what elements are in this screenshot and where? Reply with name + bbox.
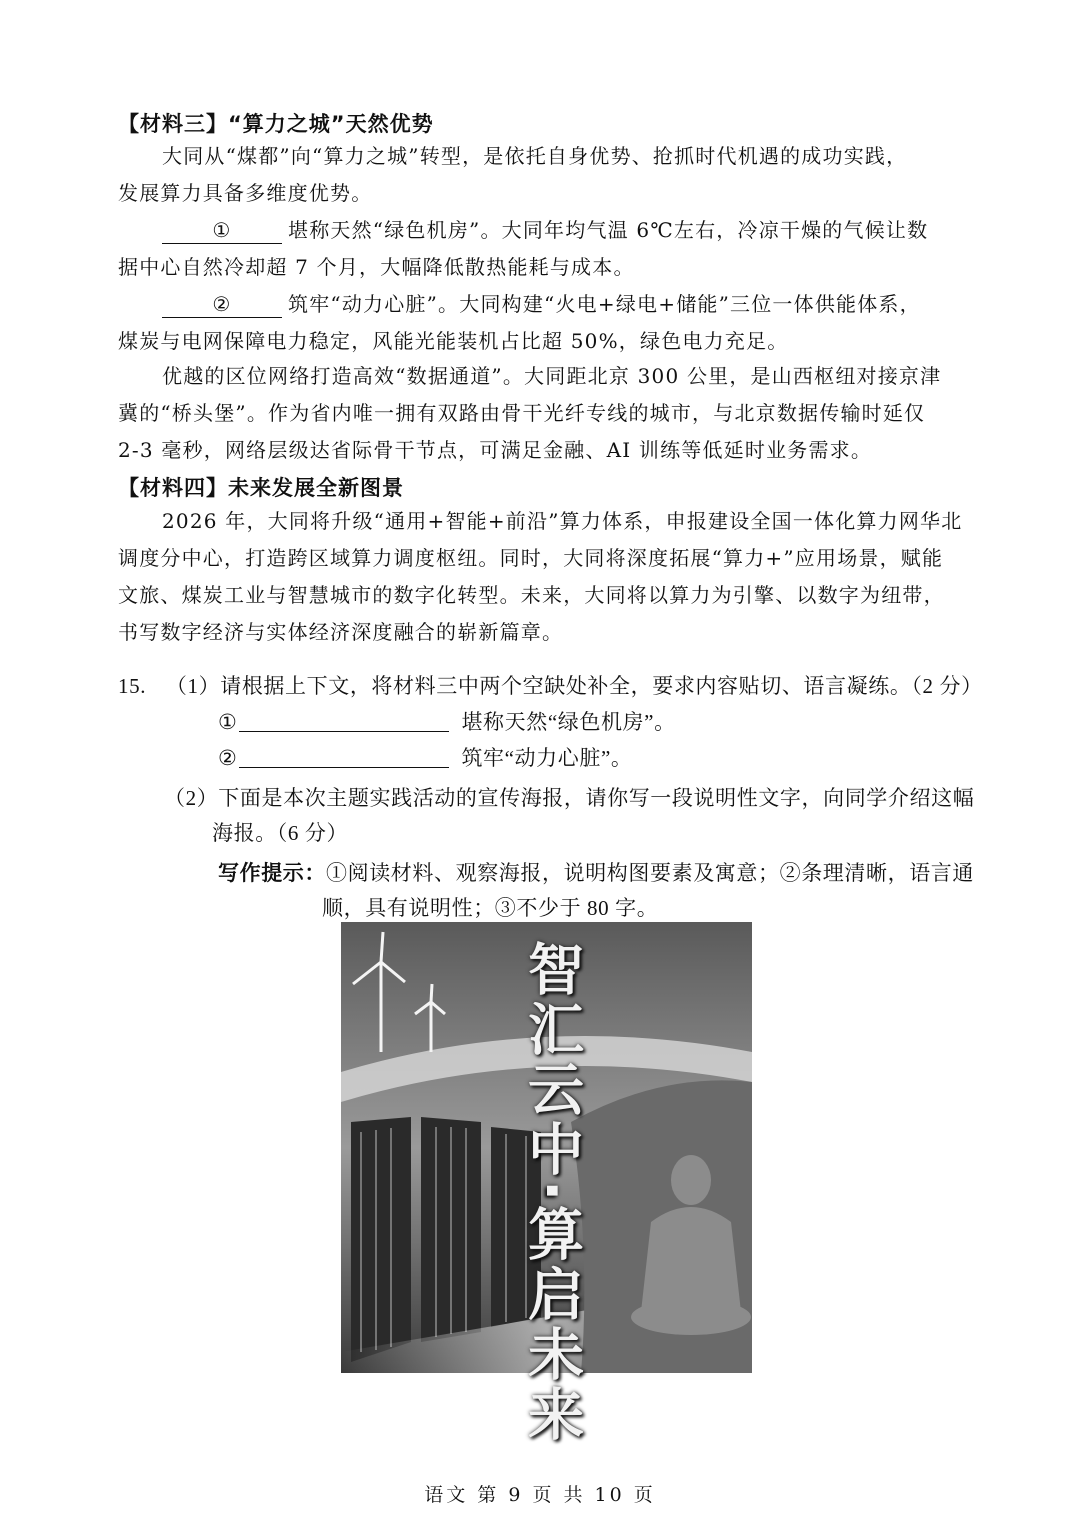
material3-blank2-paragraph: [118, 286, 968, 360]
part2-line-2: 海报。（6 分）: [212, 821, 349, 845]
answer-blank-1[interactable]: [239, 711, 449, 732]
part2-line-1: （2）下面是本次主题实践活动的宣传海报，请你写一段说明性文字，向同学介绍这幅: [164, 786, 975, 810]
intro-line-2: 发展算力具备多维度优势。: [118, 181, 373, 205]
material3-intro: [118, 138, 968, 212]
blank1-line-1: [118, 212, 968, 249]
question-number: 15.: [118, 674, 147, 698]
network-line-2: 冀的“桥头堡”。作为省内唯一拥有双路由骨干光纤专线的城市，与北京数据传输时延仅: [118, 401, 926, 425]
writing-tip-line-1: [218, 857, 974, 887]
fill1-number: ①: [218, 710, 238, 734]
writing-tip-label: 写作提示：: [218, 861, 326, 885]
intro-line-1: 大同从“煤都”向“算力之城”转型，是依托自身优势、抢抓时代机遇的成功实践，: [162, 144, 908, 168]
tip-text-1: ①阅读材料、观察海报，说明构图要素及寓意；②条理清晰，语言通: [326, 861, 974, 885]
blank2-line-1: [118, 286, 968, 323]
fill1-row: [218, 706, 676, 736]
answer-blank-2[interactable]: [239, 747, 449, 768]
material3-heading: 【材料三】“算力之城”天然优势: [118, 112, 434, 136]
part1-text: （1）请根据上下文，将材料三中两个空缺处补全，要求内容贴切、语言凝练。（2 分）: [165, 674, 983, 698]
blank2-text-1: 筑牢“动力心脏”。大同构建“火电+绿电+储能”三位一体供能体系，: [288, 292, 921, 316]
fill2-text: 筑牢“动力心脏”。: [461, 746, 633, 770]
question-15-part1: [118, 670, 983, 700]
blank2-line-2: 煤炭与电网保障电力稳定，风能光能装机占比超 50%，绿色电力充足。: [118, 329, 789, 353]
network-line-3: 2-3 毫秒，网络层级达省际骨干节点，可满足金融、AI 训练等低延时业务需求。: [118, 438, 873, 462]
material4-paragraph: [118, 503, 968, 651]
blank2-number: ②: [162, 291, 282, 318]
blank1-text-1: 堪称天然“绿色机房”。大同年均气温 6℃左右，冷凉干燥的气候让数: [288, 218, 929, 242]
page-footer: 语文 第 9 页 共 10 页: [424, 1484, 656, 1506]
blank1-number: ①: [162, 217, 282, 244]
fill2-number: ②: [218, 746, 238, 770]
network-line-1: 优越的区位网络打造高效“数据通道”。大同距北京 300 公里，是山西枢纽对接京津: [162, 364, 942, 388]
material3-blank1-paragraph: [118, 212, 968, 286]
writing-tip-line-2: 顺，具有说明性；③不少于 80 字。: [322, 896, 659, 920]
fill2-row: [218, 742, 632, 772]
blank1-line-2: 据中心自然冷却超 7 个月，大幅降低散热能耗与成本。: [118, 255, 635, 279]
m4-line-1: 2026 年，大同将升级“通用+智能+前沿”算力体系，申报建设全国一体化算力网华北: [162, 509, 963, 533]
material4-heading: 【材料四】未来发展全新图景: [118, 476, 404, 500]
poster-title: 智汇云中·算启未来: [519, 940, 584, 1446]
material3-network-paragraph: [118, 358, 968, 469]
m4-line-2: 调度分中心，打造跨区域算力调度枢纽。同时，大同将深度拓展“算力+”应用场景，赋能: [118, 546, 944, 570]
fill1-text: 堪称天然“绿色机房”。: [461, 710, 676, 734]
m4-line-4: 书写数字经济与实体经济深度融合的崭新篇章。: [118, 620, 564, 644]
m4-line-3: 文旅、煤炭工业与智慧城市的数字化转型。未来，大同将以算力为引擎、以数字为纽带，: [118, 583, 945, 607]
